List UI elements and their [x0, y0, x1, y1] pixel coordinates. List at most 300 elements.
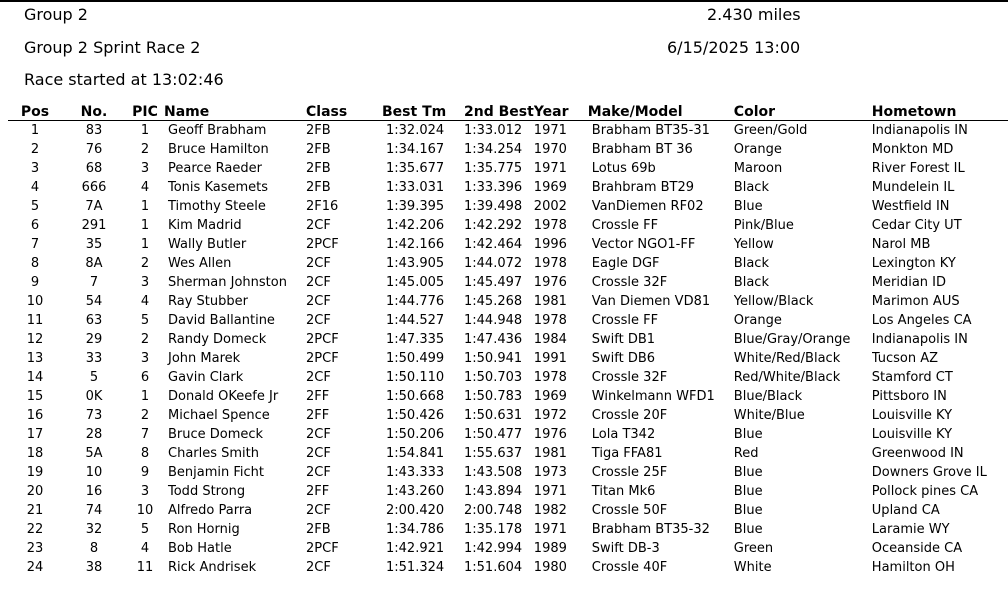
cell-best-time: 1:34.786 [386, 522, 445, 537]
cell-driver-name: Wally Butler [168, 237, 247, 252]
cell-make-model: Swift DB1 [591, 332, 656, 347]
cell-class: 2CF [306, 503, 331, 518]
cell-pic: 3 [140, 484, 150, 499]
cell-second-best: 1:44.072 [464, 256, 523, 271]
cell-make-model: Lotus 69b [591, 161, 656, 176]
cell-make-model: Brahbram BT29 [591, 180, 695, 195]
cell-year: 1976 [533, 427, 567, 442]
table-row [8, 463, 1008, 482]
cell-driver-name: Timothy Steele [168, 199, 266, 214]
cell-driver-name: Michael Spence [168, 408, 270, 423]
cell-driver-name: Ray Stubber [168, 294, 248, 309]
cell-driver-name: Geoff Brabham [168, 123, 267, 138]
cell-pic: 1 [140, 218, 150, 233]
cell-class: 2CF [306, 465, 331, 480]
cell-car-number: 0K [85, 389, 103, 404]
table-row [8, 140, 1008, 159]
cell-best-time: 1:50.668 [386, 389, 445, 404]
cell-pic: 1 [140, 389, 150, 404]
cell-make-model: Crossle 50F [591, 503, 668, 518]
cell-pic: 9 [140, 465, 150, 480]
top-rule [0, 0, 1008, 2]
cell-best-time: 1:47.335 [386, 332, 445, 347]
cell-second-best: 1:34.254 [464, 142, 523, 157]
cell-make-model: Lola T342 [591, 427, 656, 442]
cell-make-model: Vector NGO1-FF [591, 237, 696, 252]
cell-best-time: 1:44.776 [386, 294, 445, 309]
cell-driver-name: Bob Hatle [168, 541, 232, 556]
table-row [8, 387, 1008, 406]
col-header-pic: PIC [126, 103, 164, 121]
cell-year: 1981 [533, 446, 567, 461]
cell-second-best: 1:39.498 [464, 199, 523, 214]
cell-hometown: Monkton MD [871, 142, 954, 157]
cell-class: 2CF [306, 427, 331, 442]
cell-best-time: 2:00.420 [386, 503, 445, 518]
table-header-row [8, 103, 1008, 121]
cell-color: Blue [733, 465, 763, 480]
cell-second-best: 1:33.396 [464, 180, 523, 195]
cell-second-best: 1:50.477 [464, 427, 523, 442]
cell-best-time: 1:50.426 [386, 408, 445, 423]
cell-make-model: Crossle 32F [591, 275, 668, 290]
cell-pic: 3 [140, 275, 150, 290]
cell-hometown: Louisville KY [871, 408, 953, 423]
cell-color: White/Red/Black [733, 351, 841, 366]
cell-make-model: Crossle 40F [591, 560, 668, 575]
cell-make-model: Tiga FFA81 [591, 446, 663, 461]
cell-pos: 18 [26, 446, 44, 461]
cell-hometown: Indianapolis IN [871, 123, 968, 138]
cell-second-best: 1:42.292 [464, 218, 523, 233]
cell-best-time: 1:35.677 [386, 161, 445, 176]
cell-make-model: Titan Mk6 [591, 484, 656, 499]
cell-driver-name: Kim Madrid [168, 218, 242, 233]
cell-car-number: 74 [85, 503, 103, 518]
cell-pos: 16 [26, 408, 44, 423]
cell-color: Blue [733, 199, 763, 214]
table-row [8, 311, 1008, 330]
table-row [8, 330, 1008, 349]
cell-best-time: 1:42.166 [386, 237, 445, 252]
table-row [8, 349, 1008, 368]
cell-hometown: River Forest IL [871, 161, 965, 176]
col-header-year: Year [534, 103, 588, 121]
cell-color: Green/Gold [733, 123, 808, 138]
cell-year: 1991 [533, 351, 567, 366]
cell-second-best: 1:50.631 [464, 408, 523, 423]
cell-year: 1978 [533, 370, 567, 385]
cell-hometown: Pollock pines CA [871, 484, 979, 499]
cell-year: 1973 [533, 465, 567, 480]
cell-year: 1971 [533, 161, 567, 176]
table-row [8, 558, 1008, 577]
cell-hometown: Marimon AUS [871, 294, 960, 309]
cell-best-time: 1:33.031 [386, 180, 445, 195]
cell-driver-name: Randy Domeck [168, 332, 267, 347]
cell-pic: 5 [140, 522, 150, 537]
cell-car-number: 16 [85, 484, 103, 499]
cell-second-best: 1:50.703 [464, 370, 523, 385]
cell-best-time: 1:34.167 [386, 142, 445, 157]
cell-car-number: 68 [85, 161, 103, 176]
cell-best-time: 1:45.005 [386, 275, 445, 290]
cell-color: Black [733, 180, 769, 195]
results-table [8, 103, 1008, 577]
cell-year: 1969 [533, 389, 567, 404]
cell-class: 2CF [306, 218, 331, 233]
cell-car-number: 5A [85, 446, 103, 461]
cell-color: Pink/Blue [733, 218, 794, 233]
table-row [8, 216, 1008, 235]
cell-driver-name: Donald OKeefe Jr [168, 389, 279, 404]
cell-second-best: 1:42.994 [464, 541, 523, 556]
cell-year: 1978 [533, 218, 567, 233]
cell-pos: 19 [26, 465, 44, 480]
cell-second-best: 1:47.436 [464, 332, 523, 347]
cell-make-model: Van Diemen VD81 [591, 294, 711, 309]
cell-second-best: 2:00.748 [464, 503, 523, 518]
cell-second-best: 1:55.637 [464, 446, 523, 461]
table-row [8, 444, 1008, 463]
cell-car-number: 83 [85, 123, 103, 138]
cell-car-number: 32 [85, 522, 103, 537]
cell-second-best: 1:35.178 [464, 522, 523, 537]
cell-hometown: Upland CA [871, 503, 940, 518]
cell-year: 1980 [533, 560, 567, 575]
cell-year: 1984 [533, 332, 567, 347]
cell-pos: 15 [26, 389, 44, 404]
cell-car-number: 10 [85, 465, 103, 480]
cell-color: White [733, 560, 772, 575]
cell-class: 2PCF [306, 237, 339, 252]
cell-make-model: Eagle DGF [591, 256, 660, 271]
group-label: Group 2 [24, 5, 88, 24]
cell-pic: 1 [140, 123, 150, 138]
cell-second-best: 1:45.268 [464, 294, 523, 309]
cell-second-best: 1:45.497 [464, 275, 523, 290]
cell-pic: 3 [140, 351, 150, 366]
cell-pos: 17 [26, 427, 44, 442]
cell-class: 2F16 [306, 199, 339, 214]
cell-car-number: 8A [85, 256, 103, 271]
cell-driver-name: Alfredo Parra [168, 503, 253, 518]
cell-make-model: Brabham BT35-32 [591, 522, 710, 537]
cell-year: 2002 [533, 199, 567, 214]
cell-pos: 23 [26, 541, 44, 556]
cell-second-best: 1:43.508 [464, 465, 523, 480]
cell-car-number: 73 [85, 408, 103, 423]
cell-best-time: 1:50.110 [386, 370, 445, 385]
table-row [8, 368, 1008, 387]
cell-color: Green [733, 541, 774, 556]
cell-second-best: 1:51.604 [464, 560, 523, 575]
table-row [8, 121, 1008, 141]
cell-pos: 8 [30, 256, 40, 271]
cell-driver-name: Bruce Domeck [168, 427, 264, 442]
cell-second-best: 1:50.941 [464, 351, 523, 366]
cell-pos: 13 [26, 351, 44, 366]
cell-hometown: Hamilton OH [871, 560, 955, 575]
cell-driver-name: David Ballantine [168, 313, 275, 328]
cell-driver-name: Wes Allen [168, 256, 232, 271]
cell-best-time: 1:43.905 [386, 256, 445, 271]
cell-make-model: Swift DB-3 [591, 541, 660, 556]
cell-pos: 24 [26, 560, 44, 575]
cell-pic: 3 [140, 161, 150, 176]
cell-color: Blue [733, 427, 763, 442]
cell-class: 2CF [306, 275, 331, 290]
col-header-second-best: 2nd Best [460, 103, 534, 121]
col-header-pos: Pos [8, 103, 62, 121]
cell-pic: 5 [140, 313, 150, 328]
col-header-best-time: Best Tm [372, 103, 460, 121]
cell-hometown: Narol MB [871, 237, 931, 252]
cell-make-model: Crossle 25F [591, 465, 668, 480]
table-row [8, 178, 1008, 197]
cell-class: 2CF [306, 294, 331, 309]
cell-color: White/Blue [733, 408, 805, 423]
cell-car-number: 8 [89, 541, 99, 556]
cell-pic: 2 [140, 408, 150, 423]
cell-driver-name: John Marek [168, 351, 241, 366]
cell-hometown: Downers Grove IL [871, 465, 987, 480]
cell-color: Orange [733, 313, 782, 328]
cell-pic: 1 [140, 199, 150, 214]
cell-car-number: 28 [85, 427, 103, 442]
cell-pic: 4 [140, 180, 150, 195]
cell-hometown: Westfield IN [871, 199, 950, 214]
cell-pos: 12 [26, 332, 44, 347]
cell-year: 1971 [533, 484, 567, 499]
cell-second-best: 1:44.948 [464, 313, 523, 328]
race-name: Group 2 Sprint Race 2 [24, 38, 201, 57]
cell-car-number: 33 [85, 351, 103, 366]
cell-best-time: 1:42.206 [386, 218, 445, 233]
cell-pic: 7 [140, 427, 150, 442]
cell-pos: 1 [30, 123, 40, 138]
cell-car-number: 7 [89, 275, 99, 290]
cell-driver-name: Benjamin Ficht [168, 465, 265, 480]
cell-hometown: Tucson AZ [871, 351, 939, 366]
cell-driver-name: Todd Strong [168, 484, 246, 499]
cell-pos: 14 [26, 370, 44, 385]
cell-pos: 22 [26, 522, 44, 537]
cell-hometown: Meridian ID [871, 275, 947, 290]
table-row [8, 254, 1008, 273]
cell-year: 1969 [533, 180, 567, 195]
cell-car-number: 291 [81, 218, 107, 233]
cell-pic: 4 [140, 294, 150, 309]
cell-color: Blue/Black [733, 389, 803, 404]
cell-year: 1971 [533, 123, 567, 138]
cell-color: Blue [733, 522, 763, 537]
cell-color: Orange [733, 142, 782, 157]
cell-hometown: Louisville KY [871, 427, 953, 442]
cell-pic: 6 [140, 370, 150, 385]
distance-label: 2.430 miles [707, 5, 801, 24]
col-header-class: Class [306, 103, 372, 121]
cell-year: 1978 [533, 313, 567, 328]
cell-color: Black [733, 275, 769, 290]
cell-hometown: Cedar City UT [871, 218, 962, 233]
cell-class: 2CF [306, 446, 331, 461]
cell-driver-name: Gavin Clark [168, 370, 244, 385]
cell-hometown: Stamford CT [871, 370, 953, 385]
cell-color: Red/White/Black [733, 370, 841, 385]
cell-color: Red [733, 446, 759, 461]
cell-make-model: Crossle 20F [591, 408, 668, 423]
cell-pos: 4 [30, 180, 40, 195]
cell-driver-name: Pearce Raeder [168, 161, 262, 176]
col-header-name: Name [164, 103, 306, 121]
cell-hometown: Indianapolis IN [871, 332, 968, 347]
cell-pic: 4 [140, 541, 150, 556]
cell-year: 1976 [533, 275, 567, 290]
cell-car-number: 38 [85, 560, 103, 575]
table-row [8, 539, 1008, 558]
cell-best-time: 1:50.206 [386, 427, 445, 442]
cell-hometown: Oceanside CA [871, 541, 963, 556]
race-start-time: Race started at 13:02:46 [24, 70, 224, 89]
cell-class: 2FB [306, 161, 331, 176]
cell-class: 2FB [306, 123, 331, 138]
cell-class: 2CF [306, 370, 331, 385]
cell-pic: 2 [140, 256, 150, 271]
cell-pos: 5 [30, 199, 40, 214]
cell-pos: 2 [30, 142, 40, 157]
table-row [8, 197, 1008, 216]
cell-class: 2FB [306, 180, 331, 195]
cell-make-model: Crossle FF [591, 218, 659, 233]
col-header-color: Color [734, 103, 872, 121]
cell-color: Maroon [733, 161, 783, 176]
cell-pos: 20 [26, 484, 44, 499]
cell-driver-name: Charles Smith [168, 446, 260, 461]
cell-pic: 1 [140, 237, 150, 252]
cell-year: 1978 [533, 256, 567, 271]
cell-car-number: 35 [85, 237, 103, 252]
cell-year: 1996 [533, 237, 567, 252]
cell-car-number: 7A [85, 199, 103, 214]
cell-driver-name: Sherman Johnston [168, 275, 287, 290]
cell-year: 1981 [533, 294, 567, 309]
cell-second-best: 1:43.894 [464, 484, 523, 499]
cell-pic: 2 [140, 142, 150, 157]
cell-year: 1972 [533, 408, 567, 423]
cell-color: Blue [733, 484, 763, 499]
cell-driver-name: Rick Andrisek [168, 560, 257, 575]
cell-class: 2FF [306, 389, 330, 404]
cell-make-model: Crossle 32F [591, 370, 668, 385]
cell-pos: 11 [26, 313, 44, 328]
cell-color: Yellow/Black [733, 294, 814, 309]
cell-pic: 2 [140, 332, 150, 347]
col-header-no: No. [62, 103, 126, 121]
col-header-make-model: Make/Model [588, 103, 734, 121]
cell-class: 2PCF [306, 351, 339, 366]
cell-color: Yellow [733, 237, 774, 252]
cell-pos: 6 [30, 218, 40, 233]
cell-year: 1982 [533, 503, 567, 518]
cell-class: 2CF [306, 313, 331, 328]
cell-car-number: 5 [89, 370, 99, 385]
table-row [8, 292, 1008, 311]
cell-second-best: 1:33.012 [464, 123, 523, 138]
cell-best-time: 1:32.024 [386, 123, 445, 138]
cell-second-best: 1:42.464 [464, 237, 523, 252]
cell-second-best: 1:50.783 [464, 389, 523, 404]
cell-class: 2CF [306, 256, 331, 271]
cell-best-time: 1:50.499 [386, 351, 445, 366]
cell-pos: 21 [26, 503, 44, 518]
cell-driver-name: Ron Hornig [168, 522, 240, 537]
cell-class: 2FB [306, 522, 331, 537]
cell-car-number: 63 [85, 313, 103, 328]
cell-second-best: 1:35.775 [464, 161, 523, 176]
cell-make-model: Swift DB6 [591, 351, 656, 366]
cell-hometown: Laramie WY [871, 522, 950, 537]
cell-best-time: 1:43.333 [386, 465, 445, 480]
table-row [8, 425, 1008, 444]
cell-pic: 8 [140, 446, 150, 461]
cell-pos: 7 [30, 237, 40, 252]
race-datetime: 6/15/2025 13:00 [667, 38, 801, 57]
cell-best-time: 1:44.527 [386, 313, 445, 328]
table-row [8, 235, 1008, 254]
cell-make-model: Winkelmann WFD1 [591, 389, 715, 404]
cell-car-number: 76 [85, 142, 103, 157]
cell-make-model: Brabham BT35-31 [591, 123, 710, 138]
cell-color: Blue/Gray/Orange [733, 332, 851, 347]
table-row [8, 159, 1008, 178]
cell-hometown: Lexington KY [871, 256, 956, 271]
cell-pos: 10 [26, 294, 44, 309]
cell-year: 1971 [533, 522, 567, 537]
cell-car-number: 29 [85, 332, 103, 347]
cell-class: 2FF [306, 484, 330, 499]
cell-car-number: 54 [85, 294, 103, 309]
cell-best-time: 1:39.395 [386, 199, 445, 214]
cell-pic: 10 [136, 503, 154, 518]
cell-color: Blue [733, 503, 763, 518]
cell-year: 1970 [533, 142, 567, 157]
table-row [8, 482, 1008, 501]
cell-class: 2PCF [306, 541, 339, 556]
cell-best-time: 1:42.921 [386, 541, 445, 556]
col-header-hometown: Hometown [872, 103, 1008, 121]
cell-best-time: 1:43.260 [386, 484, 445, 499]
cell-year: 1989 [533, 541, 567, 556]
cell-pos: 3 [30, 161, 40, 176]
table-row [8, 520, 1008, 539]
cell-class: 2CF [306, 560, 331, 575]
cell-make-model: Crossle FF [591, 313, 659, 328]
cell-best-time: 1:51.324 [386, 560, 445, 575]
cell-pos: 9 [30, 275, 40, 290]
cell-hometown: Mundelein IL [871, 180, 955, 195]
cell-hometown: Los Angeles CA [871, 313, 972, 328]
cell-make-model: VanDiemen RF02 [591, 199, 704, 214]
cell-best-time: 1:54.841 [386, 446, 445, 461]
cell-color: Black [733, 256, 769, 271]
cell-class: 2FF [306, 408, 330, 423]
table-row [8, 501, 1008, 520]
cell-hometown: Greenwood IN [871, 446, 964, 461]
cell-hometown: Pittsboro IN [871, 389, 947, 404]
cell-make-model: Brabham BT 36 [591, 142, 693, 157]
table-row [8, 273, 1008, 292]
